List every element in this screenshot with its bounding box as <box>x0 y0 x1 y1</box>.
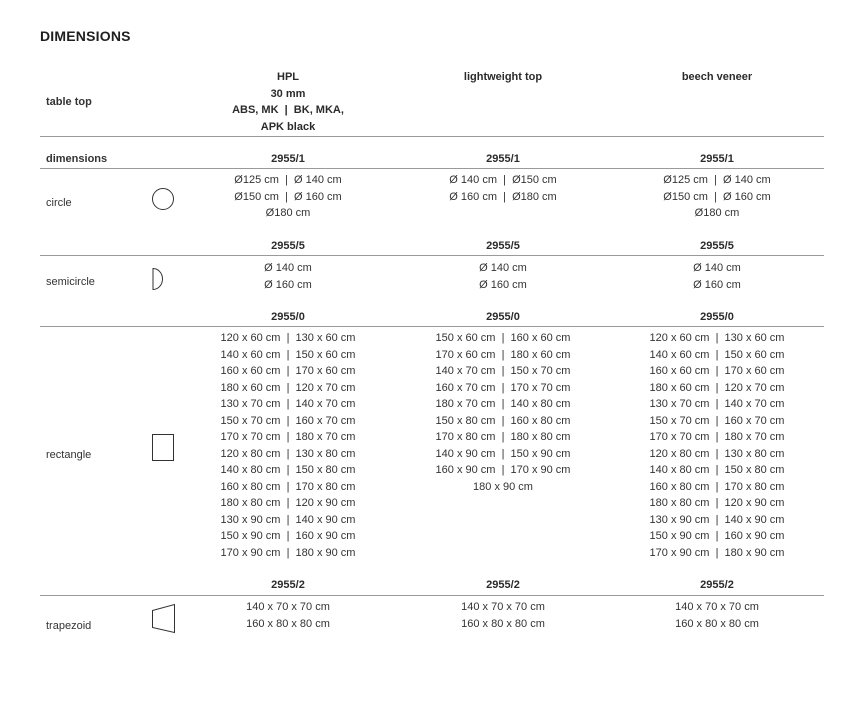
size-entry: Ø125 cm | Ø 140 cm <box>234 174 342 186</box>
header-line: 30 mm <box>270 87 306 100</box>
size-entry: 170 x 60 cm | 180 x 60 cm <box>435 348 571 361</box>
divider <box>40 255 824 256</box>
size-entry: 140 x 70 x 70 cm <box>675 601 759 613</box>
size-entry: Ø 140 cm <box>693 262 741 274</box>
size-entry: 160 x 80 cm | 170 x 80 cm <box>220 480 356 493</box>
size-list <box>403 599 603 632</box>
size-list <box>188 330 388 561</box>
product-code: 2955/5 <box>486 240 520 252</box>
size-entry: 170 x 80 cm | 180 x 80 cm <box>435 431 571 443</box>
size-list <box>403 172 603 205</box>
size-entry: 160 x 60 cm | 170 x 60 cm <box>649 365 785 377</box>
size-entry: 130 x 90 cm | 140 x 90 cm <box>220 513 356 526</box>
header-line: APK black <box>260 120 316 133</box>
size-entry: Ø 140 cm <box>264 262 312 274</box>
size-entry: 140 x 70 cm | 150 x 70 cm <box>435 365 571 377</box>
product-code: 2955/5 <box>271 240 305 252</box>
size-entry: Ø150 cm | Ø 160 cm <box>234 190 342 203</box>
size-entry: 120 x 80 cm | 130 x 80 cm <box>649 447 785 460</box>
size-entry: 130 x 90 cm | 140 x 90 cm <box>649 513 785 526</box>
header-line: ABS, MK | BK, MKA, <box>232 104 344 116</box>
size-entry: 160 x 80 x 80 cm <box>461 617 545 630</box>
table-top-label: table top <box>46 96 92 108</box>
size-entry: 120 x 60 cm | 130 x 60 cm <box>220 332 356 344</box>
size-list <box>188 260 388 293</box>
size-entry: 180 x 70 cm | 140 x 80 cm <box>435 398 571 410</box>
circle-icon <box>151 187 175 211</box>
size-entry: Ø180 cm <box>694 207 740 219</box>
size-entry: 180 x 90 cm <box>473 480 533 493</box>
size-list <box>617 330 817 561</box>
size-entry: 170 x 90 cm | 180 x 90 cm <box>649 546 785 559</box>
size-entry: Ø180 cm <box>265 207 311 219</box>
divider <box>40 326 824 327</box>
size-entry: 140 x 70 x 70 cm <box>461 601 545 613</box>
size-entry: 130 x 70 cm | 140 x 70 cm <box>220 398 356 410</box>
size-entry: 170 x 90 cm | 180 x 90 cm <box>220 546 356 559</box>
product-code: 2955/2 <box>700 579 734 591</box>
column-header-lightweight <box>403 69 603 86</box>
rectangle-icon <box>151 433 176 463</box>
size-entry: 160 x 80 cm | 170 x 80 cm <box>649 480 785 493</box>
dimensions-label: dimensions <box>46 153 108 165</box>
size-entry: 120 x 80 cm | 130 x 80 cm <box>220 447 356 460</box>
size-list <box>188 599 388 632</box>
size-entry: 140 x 60 cm | 150 x 60 cm <box>649 348 785 361</box>
column-header-beech <box>617 69 817 86</box>
column-header-hpl <box>188 69 388 135</box>
size-list <box>403 260 603 293</box>
size-entry: 150 x 90 cm | 160 x 90 cm <box>649 530 785 542</box>
shape-label-circle: circle <box>46 197 72 209</box>
divider <box>40 168 824 169</box>
size-entry: Ø 160 cm <box>479 278 527 291</box>
size-entry: 160 x 80 x 80 cm <box>675 617 759 630</box>
shape-label-trapezoid: trapezoid <box>46 620 92 632</box>
size-entry: 180 x 80 cm | 120 x 90 cm <box>220 497 356 509</box>
product-code: 2955/1 <box>700 153 734 165</box>
size-entry: Ø150 cm | Ø 160 cm <box>663 190 771 203</box>
product-code: 2955/1 <box>486 153 520 165</box>
size-entry: 180 x 60 cm | 120 x 70 cm <box>649 381 785 394</box>
size-entry: 140 x 60 cm | 150 x 60 cm <box>220 348 356 361</box>
size-entry: 120 x 60 cm | 130 x 60 cm <box>649 332 785 344</box>
product-code: 2955/0 <box>700 311 734 323</box>
product-code: 2955/1 <box>271 153 305 165</box>
size-list <box>617 599 817 632</box>
size-entry: 160 x 80 x 80 cm <box>246 617 330 630</box>
semicircle-icon <box>150 267 166 291</box>
size-list <box>188 172 388 222</box>
size-list <box>403 330 603 495</box>
header-line: HPL <box>277 71 299 83</box>
size-entry: 150 x 60 cm | 160 x 60 cm <box>435 332 571 344</box>
shape-label-semicircle: semicircle <box>46 276 95 288</box>
header-line: lightweight top <box>463 71 543 83</box>
product-code: 2955/0 <box>271 311 305 323</box>
shape-label-rectangle: rectangle <box>46 449 92 461</box>
product-code: 2955/5 <box>700 240 734 252</box>
header-line: beech veneer <box>681 71 753 83</box>
size-entry: 140 x 80 cm | 150 x 80 cm <box>649 464 785 476</box>
size-entry: Ø 160 cm | Ø180 cm <box>449 190 557 203</box>
size-entry: Ø125 cm | Ø 140 cm <box>663 174 771 186</box>
size-entry: 150 x 70 cm | 160 x 70 cm <box>649 414 785 427</box>
size-entry: 150 x 80 cm | 160 x 80 cm <box>435 414 571 427</box>
size-entry: Ø 140 cm | Ø150 cm <box>449 174 557 186</box>
divider <box>40 136 824 137</box>
size-entry: 160 x 90 cm | 170 x 90 cm <box>435 464 571 476</box>
size-entry: 180 x 60 cm | 120 x 70 cm <box>220 381 356 394</box>
product-code: 2955/2 <box>271 579 305 591</box>
size-entry: 150 x 90 cm | 160 x 90 cm <box>220 530 356 542</box>
size-entry: 140 x 80 cm | 150 x 80 cm <box>220 464 356 476</box>
product-code: 2955/0 <box>486 311 520 323</box>
size-list <box>617 260 817 293</box>
size-entry: 140 x 70 x 70 cm <box>246 601 330 613</box>
size-entry: Ø 140 cm <box>479 262 527 274</box>
product-code: 2955/2 <box>486 579 520 591</box>
trapezoid-icon <box>150 603 178 635</box>
size-entry: 170 x 70 cm | 180 x 70 cm <box>220 431 356 443</box>
size-entry: 140 x 90 cm | 150 x 90 cm <box>435 447 571 460</box>
size-entry: 160 x 60 cm | 170 x 60 cm <box>220 365 356 377</box>
page-title: DIMENSIONS <box>40 28 131 44</box>
size-entry: 160 x 70 cm | 170 x 70 cm <box>435 381 571 394</box>
size-entry: 170 x 70 cm | 180 x 70 cm <box>649 431 785 443</box>
size-entry: 180 x 80 cm | 120 x 90 cm <box>649 497 785 509</box>
size-entry: 150 x 70 cm | 160 x 70 cm <box>220 414 356 427</box>
size-entry: Ø 160 cm <box>693 278 741 291</box>
divider <box>40 595 824 596</box>
size-entry: 130 x 70 cm | 140 x 70 cm <box>649 398 785 410</box>
size-entry: Ø 160 cm <box>264 278 312 291</box>
size-list <box>617 172 817 222</box>
